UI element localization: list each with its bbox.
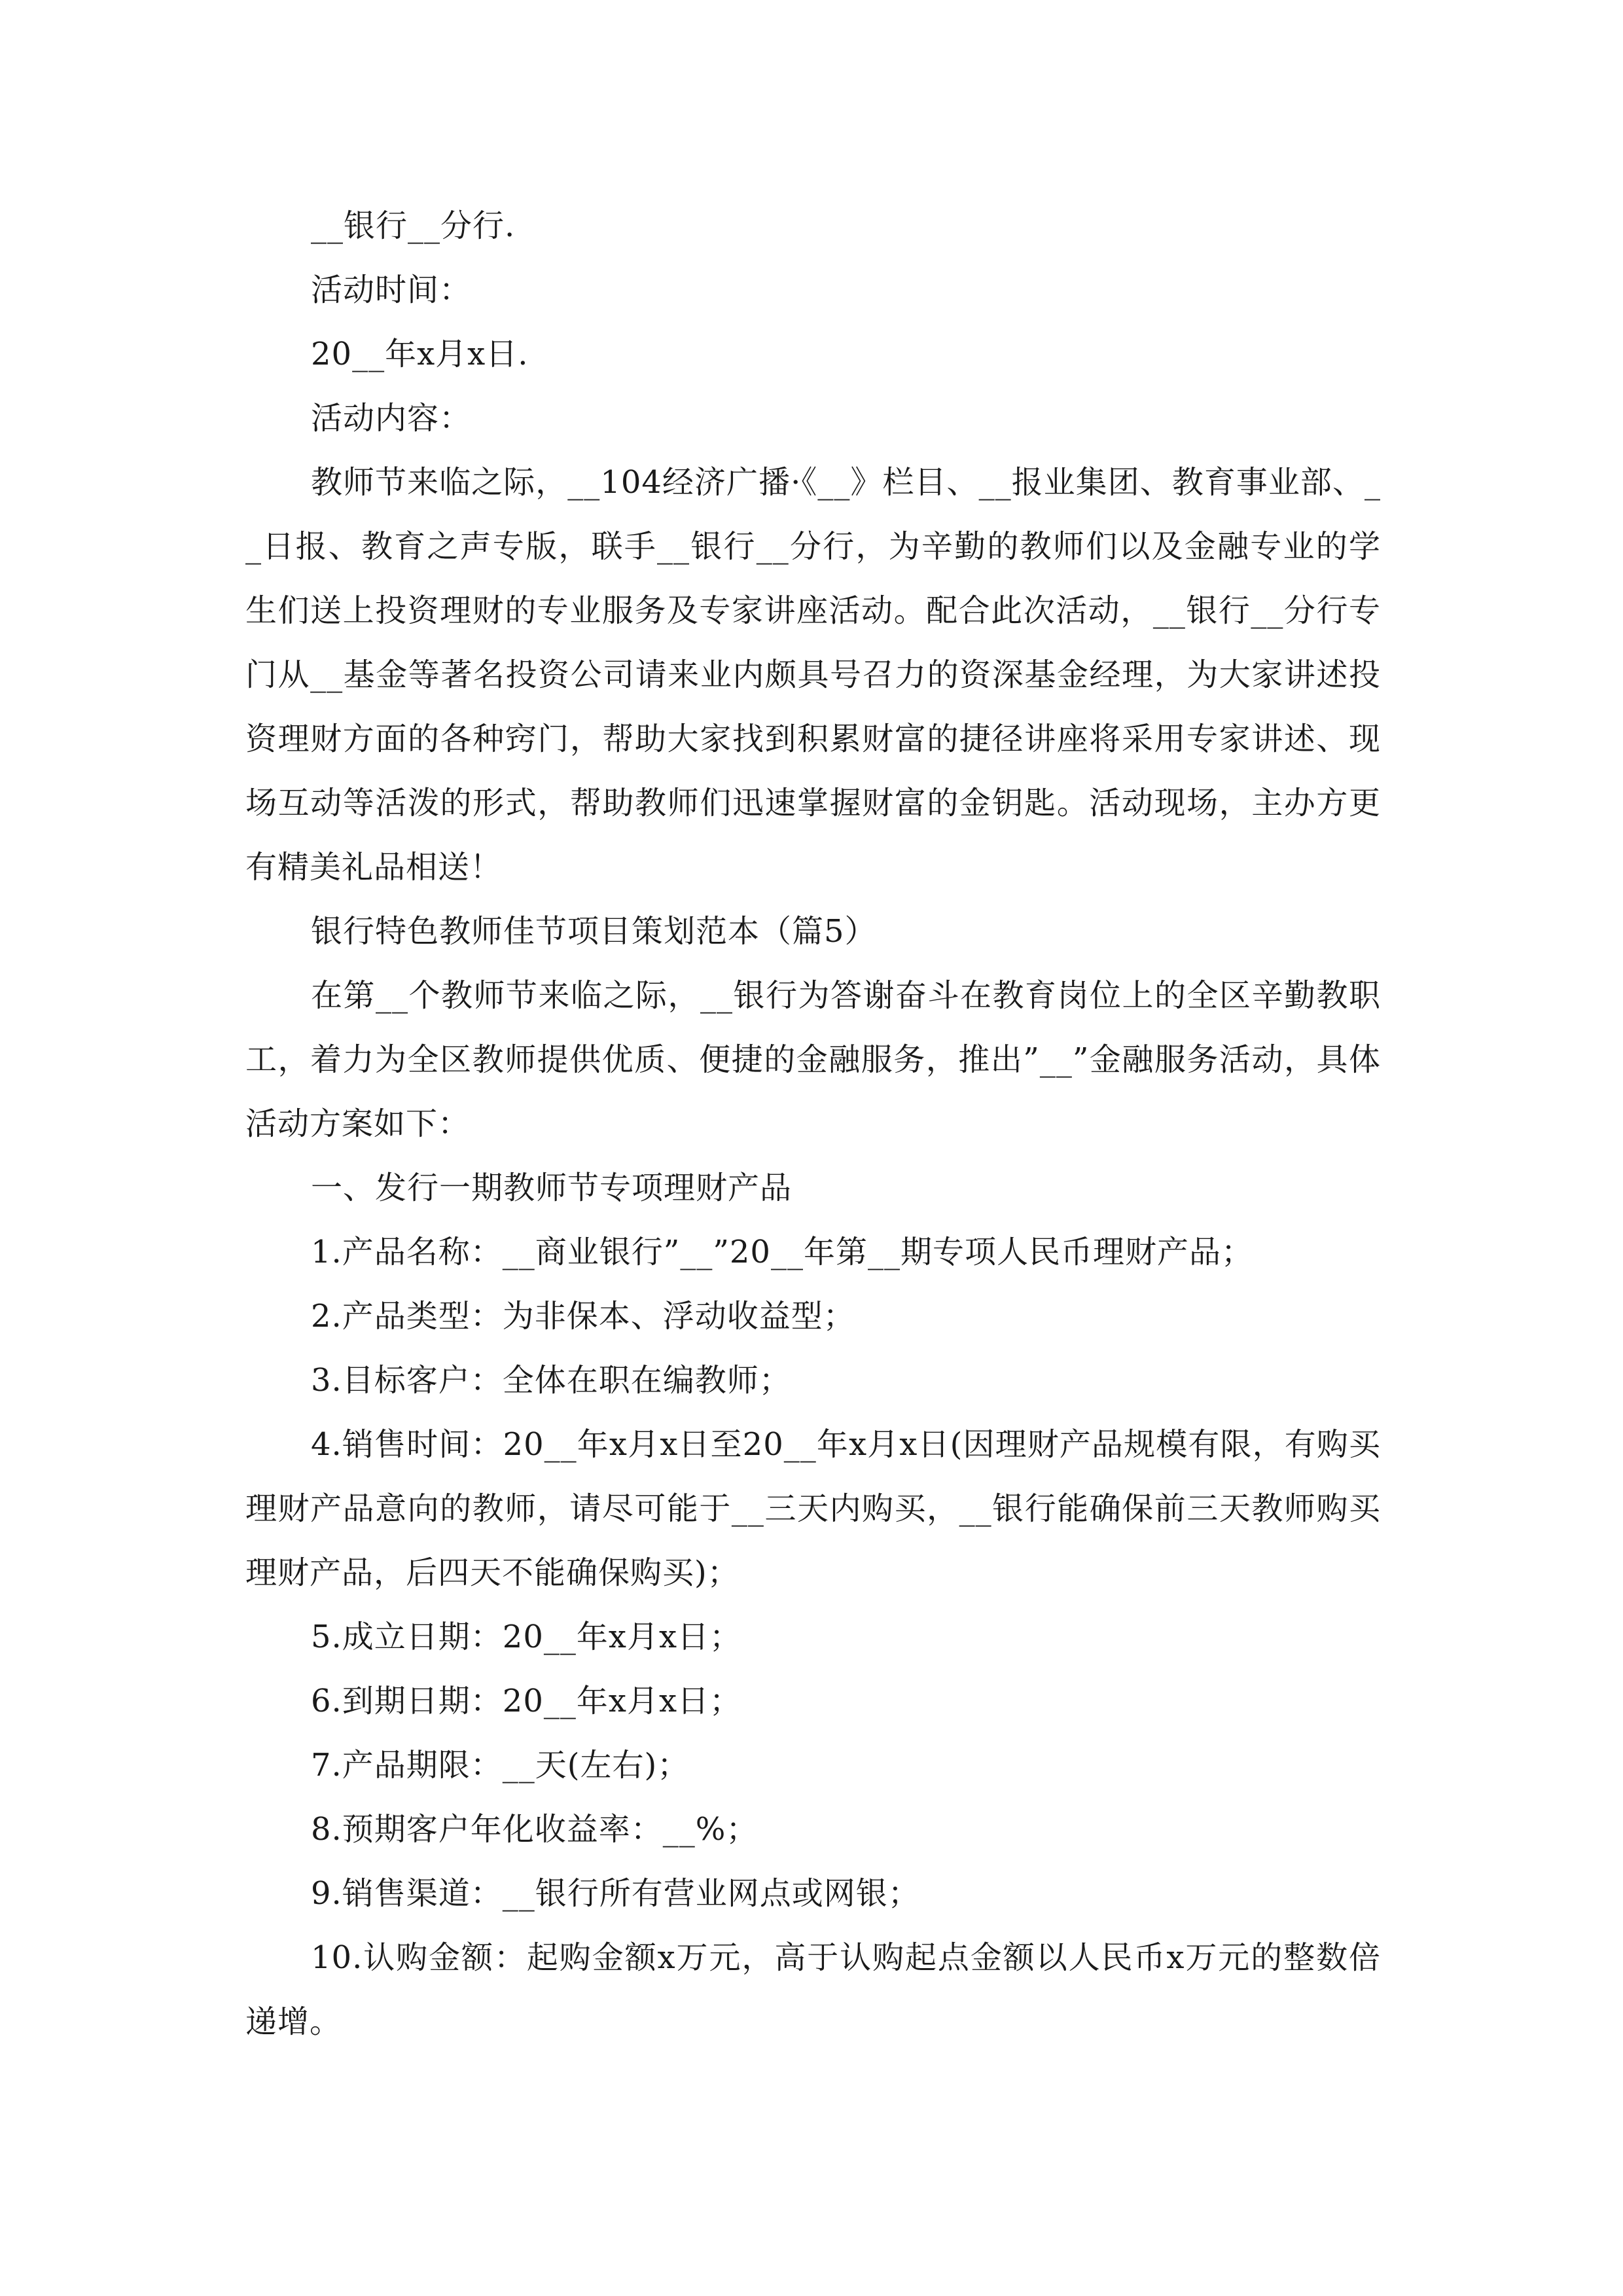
list-item: 1.产品名称：__商业银行”__”20__年第__期专项人民币理财产品； — [311, 1234, 1253, 1270]
list-item: 3.目标客户：全体在职在编教师； — [311, 1362, 791, 1399]
list-item: 2.产品类型：为非保本、浮动收益型； — [311, 1298, 855, 1335]
activity-content-heading: 活动内容： — [311, 400, 472, 437]
list-item: 4.销售时间：20__年x月x日至20__年x月x日(因理财产品规模有限，有购买理财产品意向的教师，请尽可能于__三天内购买，__银行能确保前三天教师购买理财产品，后四天不能确保购买)； — [245, 1426, 1381, 1591]
document-body — [245, 194, 1381, 2054]
list-item: 6.到期日期：20__年x月x日； — [311, 1683, 742, 1719]
branch-line: __银行__分行. — [311, 207, 516, 244]
item-heading: 一、发行一期教师节专项理财产品 — [311, 1170, 793, 1206]
list-item: 9.销售渠道：__银行所有营业网点或网银； — [311, 1875, 920, 1912]
activity-time-heading: 活动时间： — [311, 272, 472, 308]
activity-date: 20__年x月x日. — [311, 336, 529, 372]
list-item: 7.产品期限：__天(左右)； — [311, 1747, 690, 1784]
list-item: 5.成立日期：20__年x月x日； — [311, 1619, 742, 1655]
section-title: 银行特色教师佳节项目策划范本（篇5） — [311, 913, 877, 950]
intro-paragraph: 在第__个教师节来临之际，__银行为答谢奋斗在教育岗位上的全区辛勤教职工，着力为全区教师提供优质、便捷的金融服务，推出”__”金融服务活动，具体活动方案如下： — [245, 977, 1381, 1142]
activity-content-paragraph: 教师节来临之际，__104经济广播·《__》栏目、__报业集团、教育事业部、__日报、教育之声专版，联手__银行__分行，为辛勤的教师们以及金融专业的学生们送上投资理财的专业服务及专家讲座活动。配合此次活动，__银行__分行专门从__基金等著名投资公司请来业内颇具号召力的资深基金经理，为大家讲述投资理财方面的各种窍门，帮助大家找到积累财富的捷径讲座将采用专家讲述、现场互动等活泼的形式，帮助教师们迅速掌握财富的金钥匙。活动现场，主办方更有精美礼品相送！ — [245, 464, 1381, 886]
list-item: 10.认购金额：起购金额x万元，高于认购起点金额以人民币x万元的整数倍递增。 — [245, 1939, 1381, 2040]
list-item: 8.预期客户年化收益率：__%； — [311, 1811, 758, 1848]
